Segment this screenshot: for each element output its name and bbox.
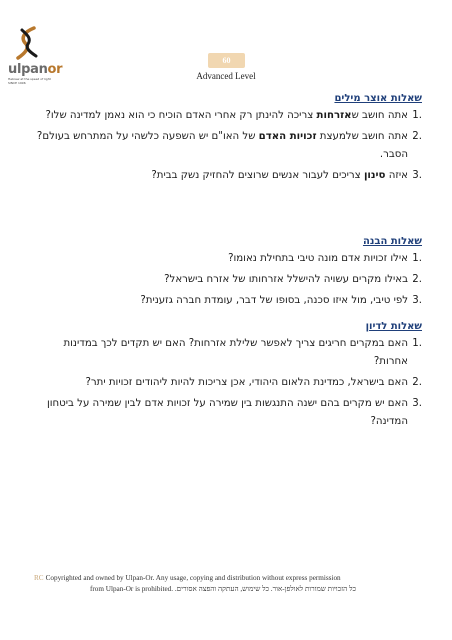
question-item: .1 אילו זכויות אדם מונה טיבי בתחילת נאומו? [228,253,422,264]
question-item: .1 אתה חושב שאזרחות צריכה להינתן רק אחרי האדם הוכיח כי הוא נאמן למדינה שלו? [45,110,422,121]
question-item: .2 באילו מקרים עשויה להישלל אזרחותו של אזרח בישראל? [164,274,422,285]
page-number-badge: 60 [208,53,245,68]
question-item: .3 איזה סינון צריכים לעבור אנשים שרוצים להחזיק נשק בבית? [151,170,422,181]
copyright-line-2-en: from Ulpan-Or is prohibited. [90,585,174,593]
vocabulary-questions-section [30,93,422,185]
logo-tagline: Hebrew at the speed of light SINCE 1996 [8,77,51,85]
rc-mark: RC [34,574,44,582]
section-heading: שאלות הבנה [362,236,422,247]
question-item: .2 אתה חושב שלמעצת זכויות האדם של האו"ם יש השפעה כלשהי על המתרחש בעולם? הסבר. [36,131,422,160]
copyright-line-1: Copyrighted and owned by Ulpan-Or. Any usage, copying and distribution without express permission [45,574,341,582]
level-label: Advanced Level [196,71,256,81]
question-item: .2 האם בישראל, כמדינת הלאום היהודי, אכן צריכות להיות ליהודים זכויות יתר? [85,377,422,388]
copyright-footer [34,573,424,595]
section-heading: שאלות לדיון [365,321,422,332]
ulpan-or-logo-icon [14,26,40,62]
comprehension-questions-section [30,236,422,310]
copyright-line-2-he: כל הזכויות שמורות לאולפן-אור. כל שימוש, העתקה והפצה אסורים. [174,585,356,593]
section-heading: שאלות אוצר מילים [334,93,422,104]
question-item: .3 האם יש מקרים בהם ישנה התנגשות בין שמירה על זכויות אדם לבין שמירה על ביטחון המדינה? [46,398,422,427]
question-item: .1 האם במקרים חריגים צריך לאפשר שלילת אזרחות? האם יש תקדים לכך במדינות אחרות? [63,338,422,367]
discussion-questions-section [30,321,422,431]
logo-wordmark: ulpanor [8,62,63,77]
question-item: .3 לפי טיבי, מול איזו סכנה, בסופו של דבר, עומדת חברה גזענית? [140,295,422,306]
